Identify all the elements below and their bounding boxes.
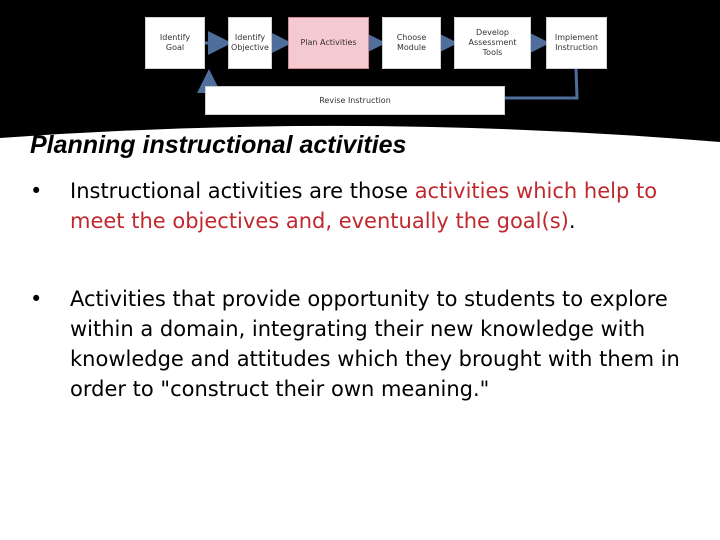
bullet-text-2: Activities that provide opportunity to students to explore within a domain, integrating their new knowledge with knowledge and attitudes which they brought with them in order to "construct their own meaning."	[70, 287, 680, 401]
bullet-text-1-pre: Instructional activities are those	[70, 179, 415, 203]
bullet-marker: •	[30, 179, 43, 203]
step-revise-instruction: Revise Instruction	[205, 86, 505, 115]
bullet-item-1	[30, 176, 700, 268]
step-develop-assessment-tools: Develop Assessment Tools	[454, 17, 531, 69]
bullet-text-1-post: .	[568, 209, 576, 233]
step-choose-module: Choose Module	[382, 17, 441, 69]
step-implement-instruction: Implement Instruction	[546, 17, 607, 69]
bullet-item-2	[30, 284, 700, 436]
bullet-marker: •	[30, 287, 43, 311]
step-plan-activities: Plan Activities	[288, 17, 369, 69]
bullet-text-1	[70, 176, 685, 236]
page-title: Planning instructional activities	[30, 131, 407, 159]
step-identify-objective: Identify Objective	[228, 17, 272, 69]
step-identify-goal: Identify Goal	[145, 17, 205, 69]
bullet-text-1-highlight: activities which help to meet the objectives and, eventually the goal(s)	[70, 179, 658, 233]
